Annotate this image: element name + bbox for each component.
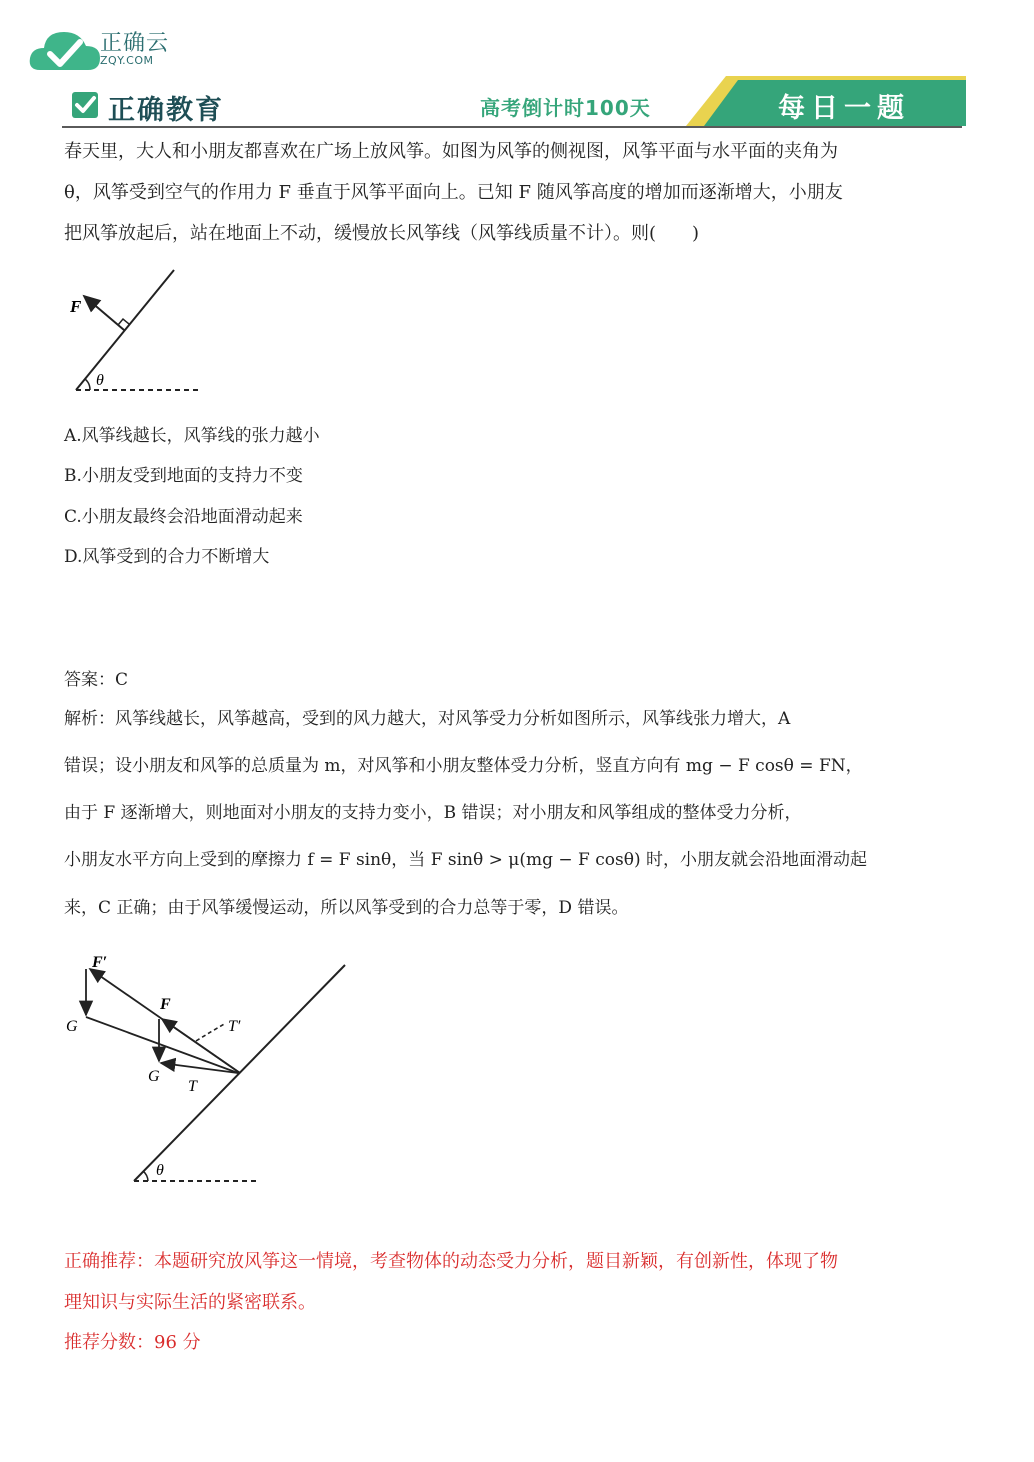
theta-label: θ	[96, 372, 104, 389]
force-f-label: F	[70, 297, 82, 316]
logo-domain: ZQY.COM	[100, 54, 154, 67]
f-prime-label: F′	[92, 954, 108, 971]
option-b: B.小朋友受到地面的支持力不变	[64, 466, 303, 486]
theta-label: θ	[156, 1162, 164, 1179]
tension-t-prime-dashed	[196, 1023, 226, 1041]
spacer	[220, 1073, 240, 1101]
recommend-line-2: 理知识与实际生活的紧密联系。	[64, 1292, 316, 1313]
g-left-label: G	[66, 1018, 78, 1035]
analysis-line-1: 解析：风筝线越长，风筝越高，受到的风力越大，对风筝受力分析如图所示，风筝线张力增大，A	[64, 709, 791, 729]
question-line-3: 把风筝放起后，站在地面上不动，缓慢放长风筝线（风筝线质量不计）。则( )	[64, 223, 700, 244]
angle-arc	[85, 379, 90, 390]
recommend-line-1: 正确推荐：本题研究放风筝这一情境，考查物体的动态受力分析，题目新颖，有创新性，体现了物	[64, 1251, 838, 1272]
answer-text: 答案：C	[64, 670, 129, 690]
analysis-line-4: 小朋友水平方向上受到的摩擦力 f = F sinθ，当 F sinθ > μ(mg − F cosθ) 时，小朋友就会沿地面滑动起	[64, 850, 867, 870]
t-prime-label: T′	[228, 1018, 241, 1035]
logo-name: 正确云	[100, 31, 170, 56]
f-label: F	[160, 996, 171, 1013]
option-a: A.风筝线越长，风筝线的张力越小	[64, 426, 320, 446]
header-divider	[62, 126, 962, 128]
analysis-line-5: 来，C 正确；由于风筝缓慢运动，所以风筝受到的合力总等于零，D 错误。	[64, 898, 629, 918]
kite-side-view-diagram	[64, 262, 204, 397]
g-small-label: G	[148, 1068, 160, 1085]
recommend-score: 推荐分数：96 分	[64, 1332, 201, 1353]
force-analysis-diagram	[62, 945, 352, 1190]
option-c: C.小朋友最终会沿地面滑动起来	[64, 507, 303, 527]
analysis-line-2: 错误；设小朋友和风筝的总质量为 m，对风筝和小朋友整体受力分析，竖直方向有 mg − F cosθ = FN，	[64, 756, 863, 776]
countdown-text: 高考倒计时100天	[480, 96, 651, 120]
question-line-2: θ，风筝受到空气的作用力 F 垂直于风筝平面向上。已知 F 随风筝高度的增加而逐渐增大，小朋友	[64, 182, 843, 203]
angle-arc	[143, 1171, 148, 1181]
t-label: T	[188, 1078, 197, 1095]
check-icon	[70, 90, 100, 120]
brand-name: 正确教育	[108, 95, 224, 126]
option-d: D.风筝受到的合力不断增大	[64, 547, 270, 567]
daily-question-label: 每日一题	[778, 93, 910, 124]
kite-plane-line	[76, 270, 174, 390]
g-to-point-line	[86, 1017, 238, 1073]
right-angle-mark	[118, 319, 129, 325]
question-line-1: 春天里，大人和小朋友都喜欢在广场上放风筝。如图为风筝的侧视图，风筝平面与水平面的夹角为	[64, 141, 838, 162]
analysis-line-3: 由于 F 逐渐增大，则地面对小朋友的支持力变小，B 错误；对小朋友和风筝组成的整体受力分析，	[64, 803, 802, 823]
